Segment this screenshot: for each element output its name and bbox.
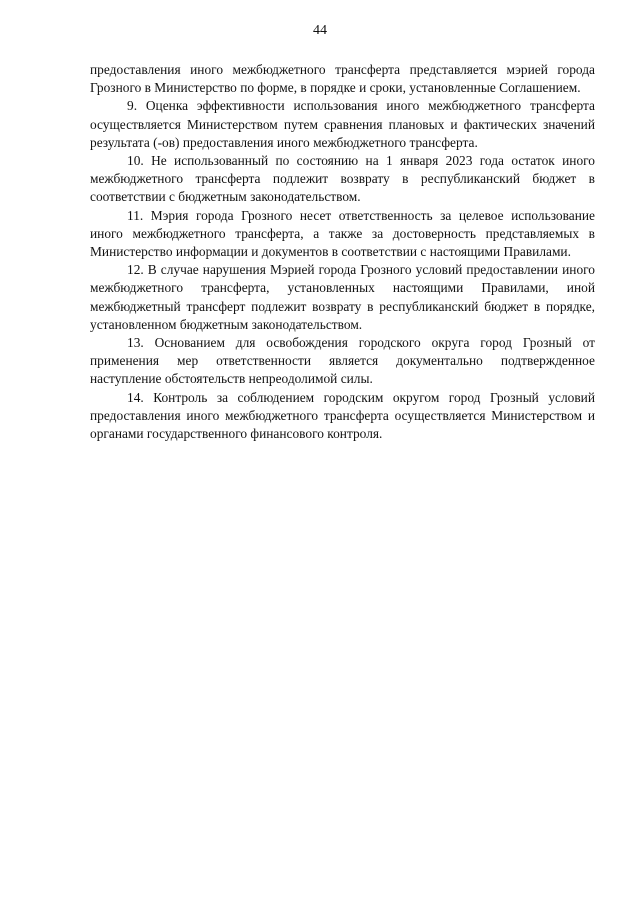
paragraph-13: 13. Основанием для освобождения городского округа город Грозный от применения мер ответственности является документально подтвержденное наступление обстоятельств непреодолимой силы. [90,335,595,387]
paragraph-11: 11. Мэрия города Грозного несет ответственность за целевое использование иного межбюджетного трансферта, а также за достоверность представляемых в Министерство информации и документов в соответствии с настоящими Правилами. [90,207,595,260]
paragraph-12: 12. В случае нарушения Мэрией города Грозного условий предоставлении иного межбюджетного трансферта, установленных настоящими Правилами, иной межбюджетный трансферт подлежит возврату в республиканский бюджет в порядке, установленном бюджетным законодательством. [90,262,595,332]
paragraph-14: 14. Контроль за соблюдением городским округом город Грозный условий предоставления иного межбюджетного трансферта осуществляется Министерством и органами государственного финансового контроля. [90,389,595,442]
paragraph-9: 9. Оценка эффективности использования иного межбюджетного трансферта осуществляется Министерством путем сравнения плановых и фактических значений результата (-ов) предоставления иного межбюджетного трансферта. [90,98,595,150]
paragraph-continuation: предоставления иного межбюджетного трансферта представляется мэрией города Грозного в Министерство по форме, в порядке и сроки, установленные Соглашением. [90,62,595,96]
document-body [90,61,595,443]
page-number: 44 [313,23,327,38]
paragraph-10: 10. Не использованный по состоянию на 1 января 2023 года остаток иного межбюджетного трансферта подлежит возврату в республиканский бюджет в соответствии с бюджетным законодательством. [90,153,595,205]
